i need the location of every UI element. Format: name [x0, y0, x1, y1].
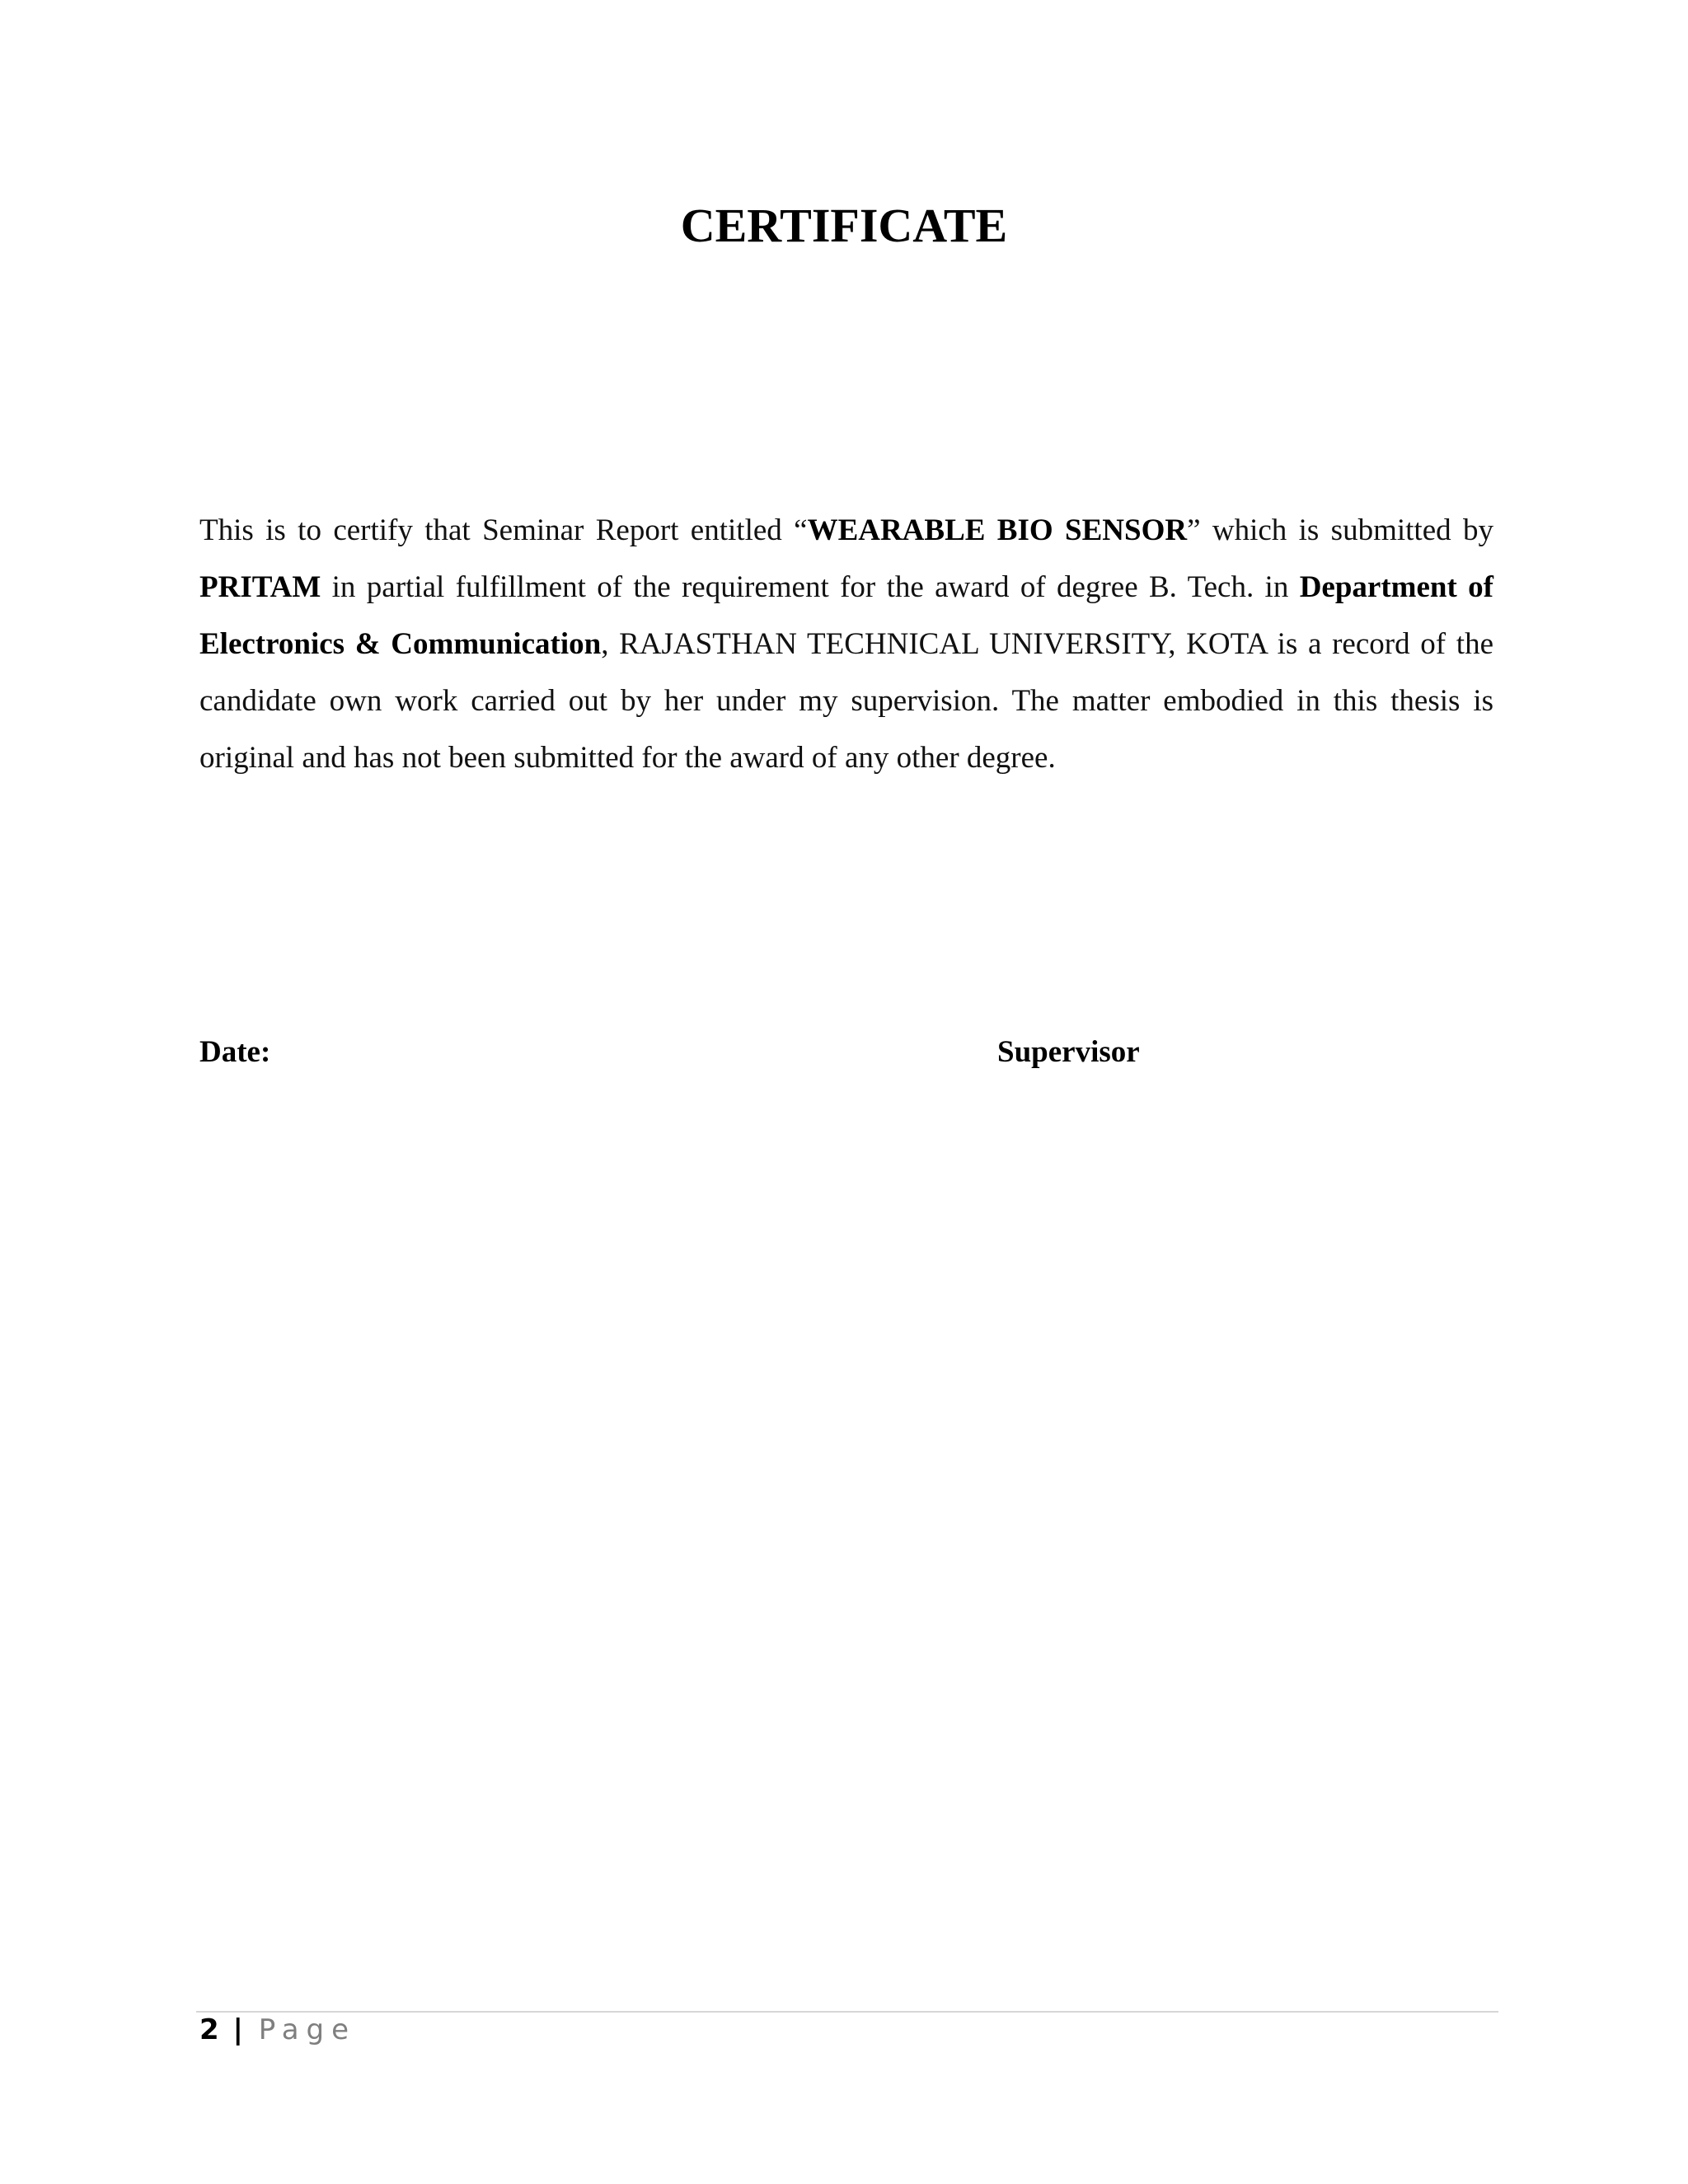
department-name: Department of Electronics & Communication — [199, 570, 1493, 661]
footer-separator: | — [232, 2013, 243, 2046]
paragraph-text-4: , RAJASTHAN TECHNICAL UNIVERSITY, KOTA is a record of the candidate own work carried out by her under my supervision. The matter embodied in this thesis is original and has not been submitted for the award of any other degree. — [199, 627, 1494, 775]
certificate-title: CERTIFICATE — [680, 199, 1008, 252]
date-label: Date: — [199, 1035, 271, 1069]
student-name: PRITAM — [199, 570, 321, 604]
report-title: WEARABLE BIO SENSOR — [807, 513, 1188, 547]
certificate-paragraph — [199, 502, 1493, 786]
paragraph-text-3: in partial fulfillment of the requirement for the award of degree B. Tech. in — [321, 570, 1300, 604]
page-number: 2 — [199, 2013, 219, 2046]
page-footer — [199, 2013, 356, 2046]
page-word: Page — [258, 2013, 357, 2046]
footer-divider — [196, 2011, 1498, 2013]
supervisor-label: Supervisor — [997, 1035, 1140, 1069]
paragraph-text-1: This is to certify that Seminar Report entitled “ — [199, 513, 808, 547]
paragraph-text-2: ” which is submitted by — [1187, 513, 1493, 547]
